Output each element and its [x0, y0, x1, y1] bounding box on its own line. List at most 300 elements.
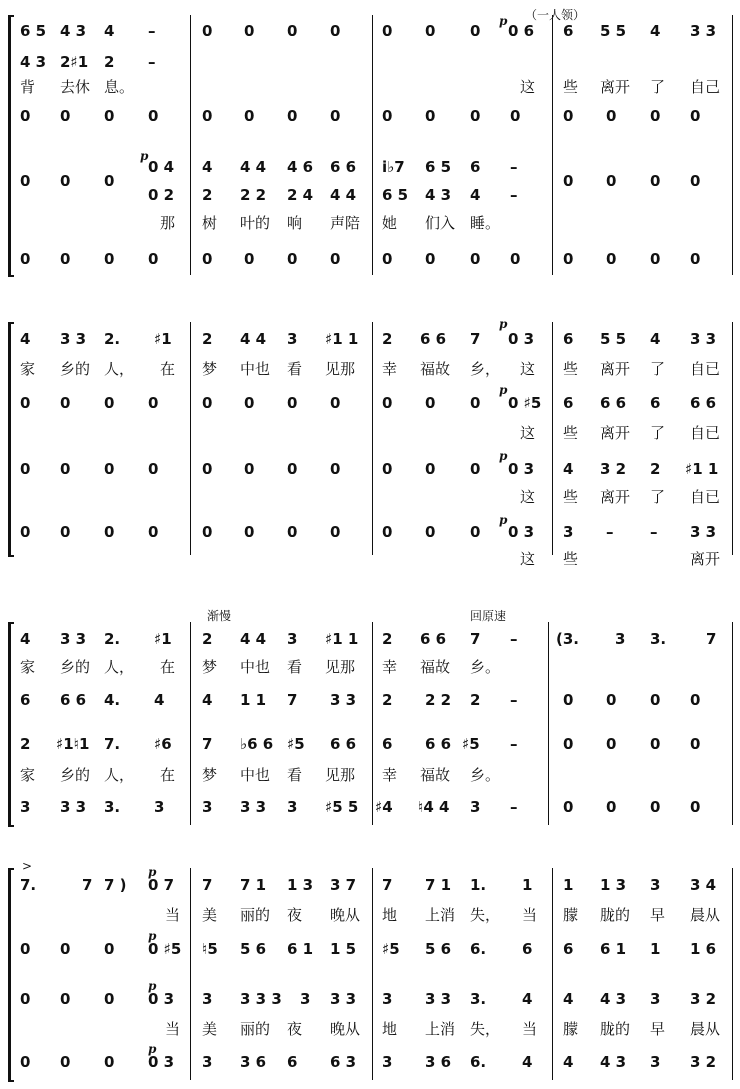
note-group: 6 1 — [600, 940, 627, 958]
note-group: 2 4 — [287, 186, 314, 204]
lyric-syllable: 在 — [160, 766, 176, 784]
note-group: 3 6 — [240, 1053, 267, 1071]
note-group: – — [510, 691, 518, 709]
note-group: 0 — [510, 250, 521, 268]
barline — [548, 622, 549, 825]
note-group: 0 — [690, 172, 701, 190]
lyric-syllable: 乡的 — [60, 766, 91, 784]
note-group: 0 — [148, 394, 159, 412]
note-group: 0 — [382, 394, 393, 412]
note-group: 0 — [244, 523, 255, 541]
note-group: 0 — [330, 107, 341, 125]
note-group: 3. — [650, 630, 667, 648]
note-group: 0 — [20, 460, 31, 478]
tempo-mark: 回原速 — [470, 609, 507, 623]
note-group: 0 — [510, 107, 521, 125]
note-group: 0 — [202, 22, 213, 40]
note-group: 3 — [287, 330, 298, 348]
lyric-syllable: 朦 — [563, 1020, 579, 1038]
barline — [190, 15, 191, 275]
note-group: 0 — [104, 172, 115, 190]
barline — [372, 15, 373, 275]
note-group: 2 — [20, 735, 31, 753]
system-bracket — [8, 322, 11, 555]
note-group: 3 3 — [330, 691, 357, 709]
note-group: 2 — [382, 630, 393, 648]
lyric-syllable: 丽的 — [240, 1020, 271, 1038]
dynamic-mark: p — [140, 149, 149, 163]
note-group: 0 — [104, 990, 115, 1008]
note-group: 6 — [382, 735, 393, 753]
note-group: 0 — [382, 107, 393, 125]
lyric-syllable: 乡的 — [60, 360, 91, 378]
note-group: 0 — [287, 460, 298, 478]
system-bracket — [8, 15, 11, 275]
note-group: – — [510, 798, 518, 816]
note-group: 3 2 — [600, 460, 627, 478]
note-group: 6 — [20, 691, 31, 709]
note-group: 0 — [20, 172, 31, 190]
note-group: 2♯1 — [60, 53, 89, 71]
note-group: 0 — [60, 460, 71, 478]
note-group: 0 — [690, 735, 701, 753]
lyric-syllable: 人， — [104, 766, 135, 784]
note-group: 1. — [470, 876, 487, 894]
note-group: 0 — [202, 394, 213, 412]
note-group: 0 3 — [148, 1053, 175, 1071]
dynamic-mark: p — [499, 317, 508, 331]
note-group: 3 — [202, 1053, 213, 1071]
note-group: 3 3 — [240, 798, 267, 816]
note-group: 0 — [104, 940, 115, 958]
note-group: 3 — [382, 990, 393, 1008]
system-bracket — [8, 322, 14, 324]
note-group: 0 — [690, 250, 701, 268]
lyric-syllable: 睡。 — [470, 214, 501, 232]
lyric-syllable: 梦 — [202, 658, 218, 676]
note-group: 1 — [650, 940, 661, 958]
note-group: – — [510, 158, 518, 176]
lyric-syllable: 离开 — [600, 360, 631, 378]
note-group: 0 — [606, 172, 617, 190]
note-group: 0 — [20, 394, 31, 412]
lyric-syllable: 响 — [287, 214, 303, 232]
note-group: 0 — [60, 394, 71, 412]
note-group: 7 — [382, 876, 393, 894]
note-group: 7 ) — [104, 876, 127, 894]
note-group: 0 — [60, 172, 71, 190]
note-group: ♯1 1 — [325, 630, 359, 648]
note-group: ♯5 — [287, 735, 305, 753]
note-group: 0 — [382, 460, 393, 478]
note-group: 6. — [470, 1053, 487, 1071]
note-group: 1 3 — [287, 876, 314, 894]
note-group: 6 — [563, 330, 574, 348]
note-group: 7 — [470, 330, 481, 348]
lyric-syllable: 声陪 — [330, 214, 361, 232]
note-group: 0 — [425, 107, 436, 125]
note-group: ♯5 — [462, 735, 480, 753]
note-group: 6 — [650, 394, 661, 412]
lyric-syllable: 树 — [202, 214, 218, 232]
note-group: 6 5 — [20, 22, 47, 40]
note-group: 0 — [470, 250, 481, 268]
note-group: 0 — [148, 460, 159, 478]
barline — [372, 322, 373, 555]
note-group: 0 — [425, 460, 436, 478]
note-group: 5 5 — [600, 330, 627, 348]
tempo-mark: 渐慢 — [207, 609, 232, 623]
note-group: 1 — [522, 876, 533, 894]
lyric-syllable: 乡。 — [470, 766, 501, 784]
note-group: 3 6 — [425, 1053, 452, 1071]
note-group: 2 — [202, 330, 213, 348]
note-group: 0 — [148, 250, 159, 268]
note-group: 0 — [382, 250, 393, 268]
note-group: 2 — [382, 691, 393, 709]
lyric-syllable: 晚从 — [330, 1020, 361, 1038]
note-group: 0 — [287, 250, 298, 268]
lyric-syllable: 梦 — [202, 766, 218, 784]
note-group: 0 — [60, 1053, 71, 1071]
note-group: 6 6 — [330, 735, 357, 753]
barline — [190, 322, 191, 555]
note-group: ♯1 1 — [685, 460, 719, 478]
note-group: – — [510, 735, 518, 753]
note-group: 0 — [470, 394, 481, 412]
note-group: 4 — [522, 1053, 533, 1071]
note-group: 0 — [60, 107, 71, 125]
lyric-syllable: 在 — [160, 658, 176, 676]
note-group: 3 3 — [60, 330, 87, 348]
lyric-syllable: 夜 — [287, 1020, 303, 1038]
note-group: 0 — [606, 250, 617, 268]
note-group: 2 — [650, 460, 661, 478]
note-group: 0 — [287, 107, 298, 125]
lyric-syllable: 中也 — [240, 766, 271, 784]
lyric-syllable: 人， — [104, 360, 135, 378]
note-group: 4. — [104, 691, 121, 709]
note-group: 3 — [563, 523, 574, 541]
note-group: 0 — [330, 394, 341, 412]
note-group: 0 — [60, 250, 71, 268]
note-group: ♯5 — [382, 940, 400, 958]
note-group: 3 — [202, 990, 213, 1008]
note-group: 4 3 — [600, 1053, 627, 1071]
note-group: ♯4 — [375, 798, 393, 816]
note-group: 1 — [563, 876, 574, 894]
note-group: 0 — [606, 107, 617, 125]
note-group: – — [510, 186, 518, 204]
lyric-syllable: 乡。 — [470, 658, 501, 676]
lyric-syllable: 中也 — [240, 658, 271, 676]
note-group: 1 3 — [600, 876, 627, 894]
note-group: 7 — [706, 630, 717, 648]
lyric-syllable: 早 — [650, 1020, 666, 1038]
lyric-syllable: 了 — [650, 488, 666, 506]
note-group: 0 — [104, 250, 115, 268]
note-group: 0 — [330, 460, 341, 478]
note-group: 6 — [470, 158, 481, 176]
note-group: 4 — [104, 22, 115, 40]
note-group: 0 — [60, 990, 71, 1008]
note-group: 0 — [244, 22, 255, 40]
barline — [372, 622, 373, 825]
note-group: 0 — [690, 691, 701, 709]
lyric-syllable: 地 — [382, 906, 398, 924]
note-group: 6 6 — [425, 735, 452, 753]
system-bracket — [8, 622, 11, 825]
lyric-syllable: 去休 — [60, 78, 91, 96]
note-group: 0 — [563, 735, 574, 753]
lyric-syllable: 见那 — [325, 658, 356, 676]
note-group: 0 — [330, 22, 341, 40]
note-group: 6. — [470, 940, 487, 958]
note-group: 6 6 — [690, 394, 717, 412]
lyric-syllable: 看 — [287, 360, 303, 378]
note-group: 3 — [300, 990, 311, 1008]
note-group: 4 — [563, 1053, 574, 1071]
note-group: 7 — [470, 630, 481, 648]
note-group: 0 3 — [508, 460, 535, 478]
note-group: 7 — [82, 876, 93, 894]
note-group: 7 — [287, 691, 298, 709]
lyric-syllable: 离开 — [690, 550, 721, 568]
note-group: 6 1 — [287, 940, 314, 958]
lyric-syllable: 了 — [650, 78, 666, 96]
note-group: ♭6 6 — [240, 735, 274, 753]
note-group: 6 — [287, 1053, 298, 1071]
dynamic-mark: p — [148, 865, 157, 879]
lyric-syllable: 在 — [160, 360, 176, 378]
note-group: 2 — [104, 53, 115, 71]
note-group: 7 — [202, 876, 213, 894]
note-group: 3 3 — [690, 523, 717, 541]
note-group: 3 3 — [425, 990, 452, 1008]
note-group: 3 4 — [690, 876, 717, 894]
note-group: 3 3 3 — [240, 990, 282, 1008]
barline — [552, 322, 553, 555]
note-group: 0 — [650, 250, 661, 268]
note-group: 0 — [20, 940, 31, 958]
note-group: (3. — [556, 630, 579, 648]
note-group: 0 2 — [148, 186, 175, 204]
note-group: 0 — [425, 250, 436, 268]
lyric-syllable: 背 — [20, 78, 36, 96]
note-group: 3 3 — [330, 990, 357, 1008]
note-group: 2 — [470, 691, 481, 709]
note-group: 3 — [650, 876, 661, 894]
lyric-syllable: 失， — [470, 1020, 501, 1038]
note-group: 0 3 — [508, 330, 535, 348]
note-group: 0 — [470, 107, 481, 125]
dynamic-mark: p — [148, 979, 157, 993]
note-group: 0 — [104, 1053, 115, 1071]
note-group: 4 6 — [287, 158, 314, 176]
system-bracket — [8, 825, 14, 827]
note-group: 0 — [563, 172, 574, 190]
lyric-syllable: 福故 — [420, 658, 451, 676]
note-group: 0 — [425, 22, 436, 40]
note-group: 6 5 — [425, 158, 452, 176]
note-group: 2 2 — [240, 186, 267, 204]
note-group: 3 3 — [60, 798, 87, 816]
lyric-syllable: 中也 — [240, 360, 271, 378]
note-group: 4 4 — [240, 158, 267, 176]
note-group: 0 — [202, 107, 213, 125]
note-group: ♮5 — [202, 940, 218, 958]
note-group: 4 — [522, 990, 533, 1008]
note-group: 0 — [606, 798, 617, 816]
lyric-syllable: 这 — [520, 360, 536, 378]
note-group: 0 — [690, 107, 701, 125]
tempo-mark: （一人领） — [525, 8, 586, 22]
barline — [732, 868, 733, 1080]
lyric-syllable: 当 — [165, 1020, 181, 1038]
lyric-syllable: 福故 — [420, 360, 451, 378]
note-group: 0 — [470, 523, 481, 541]
note-group: – — [650, 523, 658, 541]
note-group: 0 — [470, 22, 481, 40]
note-group: 3 — [382, 1053, 393, 1071]
note-group: 3 3 — [690, 22, 717, 40]
note-group: 2. — [104, 330, 121, 348]
note-group: 4 — [650, 22, 661, 40]
note-group: 4 — [202, 158, 213, 176]
note-group: 0 — [563, 691, 574, 709]
lyric-syllable: 人， — [104, 658, 135, 676]
note-group: 0 3 — [148, 990, 175, 1008]
note-group: 0 — [425, 523, 436, 541]
note-group: 0 4 — [148, 158, 175, 176]
note-group: 2 — [202, 186, 213, 204]
note-group: 5 5 — [600, 22, 627, 40]
note-group: 3 2 — [690, 990, 717, 1008]
note-group: 0 3 — [508, 523, 535, 541]
lyric-syllable: 了 — [650, 360, 666, 378]
system-bracket — [8, 622, 14, 624]
lyric-syllable: 离开 — [600, 78, 631, 96]
note-group: 3 — [615, 630, 626, 648]
lyric-syllable: 自已 — [690, 424, 721, 442]
note-group: 0 — [690, 798, 701, 816]
lyric-syllable: 晨从 — [690, 906, 721, 924]
note-group: – — [510, 630, 518, 648]
note-group: 3 — [20, 798, 31, 816]
note-group: 0 — [60, 940, 71, 958]
note-group: 3 — [202, 798, 213, 816]
lyric-syllable: 离开 — [600, 424, 631, 442]
note-group: 0 — [563, 250, 574, 268]
lyric-syllable: 这 — [520, 488, 536, 506]
lyric-syllable: 家 — [20, 658, 36, 676]
note-group: – — [606, 523, 614, 541]
note-group: 4 3 — [600, 990, 627, 1008]
lyric-syllable: 这 — [520, 78, 536, 96]
note-group: 4 — [470, 186, 481, 204]
note-group: 6 6 — [600, 394, 627, 412]
lyric-syllable: 梦 — [202, 360, 218, 378]
note-group: 0 — [148, 107, 159, 125]
lyric-syllable: 晨从 — [690, 1020, 721, 1038]
tempo-mark: > — [22, 859, 33, 873]
lyric-syllable: 自己 — [690, 78, 721, 96]
lyric-syllable: 福故 — [420, 766, 451, 784]
lyric-syllable: 些 — [563, 550, 579, 568]
note-group: 0 — [20, 1053, 31, 1071]
lyric-syllable: 早 — [650, 906, 666, 924]
note-group: 6 3 — [330, 1053, 357, 1071]
lyric-syllable: 乡， — [470, 360, 501, 378]
note-group: – — [148, 22, 156, 40]
note-group: 3 — [287, 630, 298, 648]
lyric-syllable: 见那 — [325, 766, 356, 784]
note-group: 0 — [650, 735, 661, 753]
note-group: ♯5 5 — [325, 798, 359, 816]
note-group: 0 6 — [508, 22, 535, 40]
note-group: 0 — [20, 107, 31, 125]
lyric-syllable: 们入 — [425, 214, 456, 232]
note-group: 7. — [20, 876, 37, 894]
note-group: 7 1 — [425, 876, 452, 894]
note-group: 1 6 — [690, 940, 717, 958]
note-group: 0 — [20, 250, 31, 268]
system-bracket — [8, 1080, 14, 1082]
lyric-syllable: 些 — [563, 488, 579, 506]
note-group: ♯1♮1 — [56, 735, 90, 753]
note-group: 3 7 — [330, 876, 357, 894]
note-group: 3 — [154, 798, 165, 816]
note-group: 3 — [470, 798, 481, 816]
dynamic-mark: p — [499, 513, 508, 527]
lyric-syllable: 见那 — [325, 360, 356, 378]
note-group: 0 — [244, 107, 255, 125]
note-group: 0 — [244, 460, 255, 478]
note-group: 6 6 — [420, 630, 447, 648]
lyric-syllable: 失， — [470, 906, 501, 924]
note-group: 2 2 — [425, 691, 452, 709]
dynamic-mark: p — [499, 449, 508, 463]
note-group: 4 — [154, 691, 165, 709]
barline — [190, 622, 191, 825]
system-bracket — [8, 555, 14, 557]
lyric-syllable: 息。 — [104, 78, 135, 96]
note-group: 6 — [563, 940, 574, 958]
barline — [190, 868, 191, 1080]
note-group: 7. — [104, 735, 121, 753]
note-group: 4 3 — [425, 186, 452, 204]
note-group: 0 — [650, 691, 661, 709]
dynamic-mark: p — [148, 929, 157, 943]
lyric-syllable: 些 — [563, 78, 579, 96]
dynamic-mark: p — [499, 383, 508, 397]
note-group: 0 — [606, 735, 617, 753]
note-group: 3 — [650, 1053, 661, 1071]
note-group: 0 — [104, 107, 115, 125]
lyric-syllable: 这 — [520, 550, 536, 568]
note-group: 0 — [330, 523, 341, 541]
note-group: 4 — [202, 691, 213, 709]
lyric-syllable: 晚从 — [330, 906, 361, 924]
lyric-syllable: 那 — [160, 214, 176, 232]
note-group: ♯1 1 — [325, 330, 359, 348]
barline — [552, 868, 553, 1080]
lyric-syllable: 朦 — [563, 906, 579, 924]
dynamic-mark: p — [499, 14, 508, 28]
note-group: 0 — [244, 394, 255, 412]
note-group: 4 — [563, 990, 574, 1008]
note-group: 0 — [606, 691, 617, 709]
